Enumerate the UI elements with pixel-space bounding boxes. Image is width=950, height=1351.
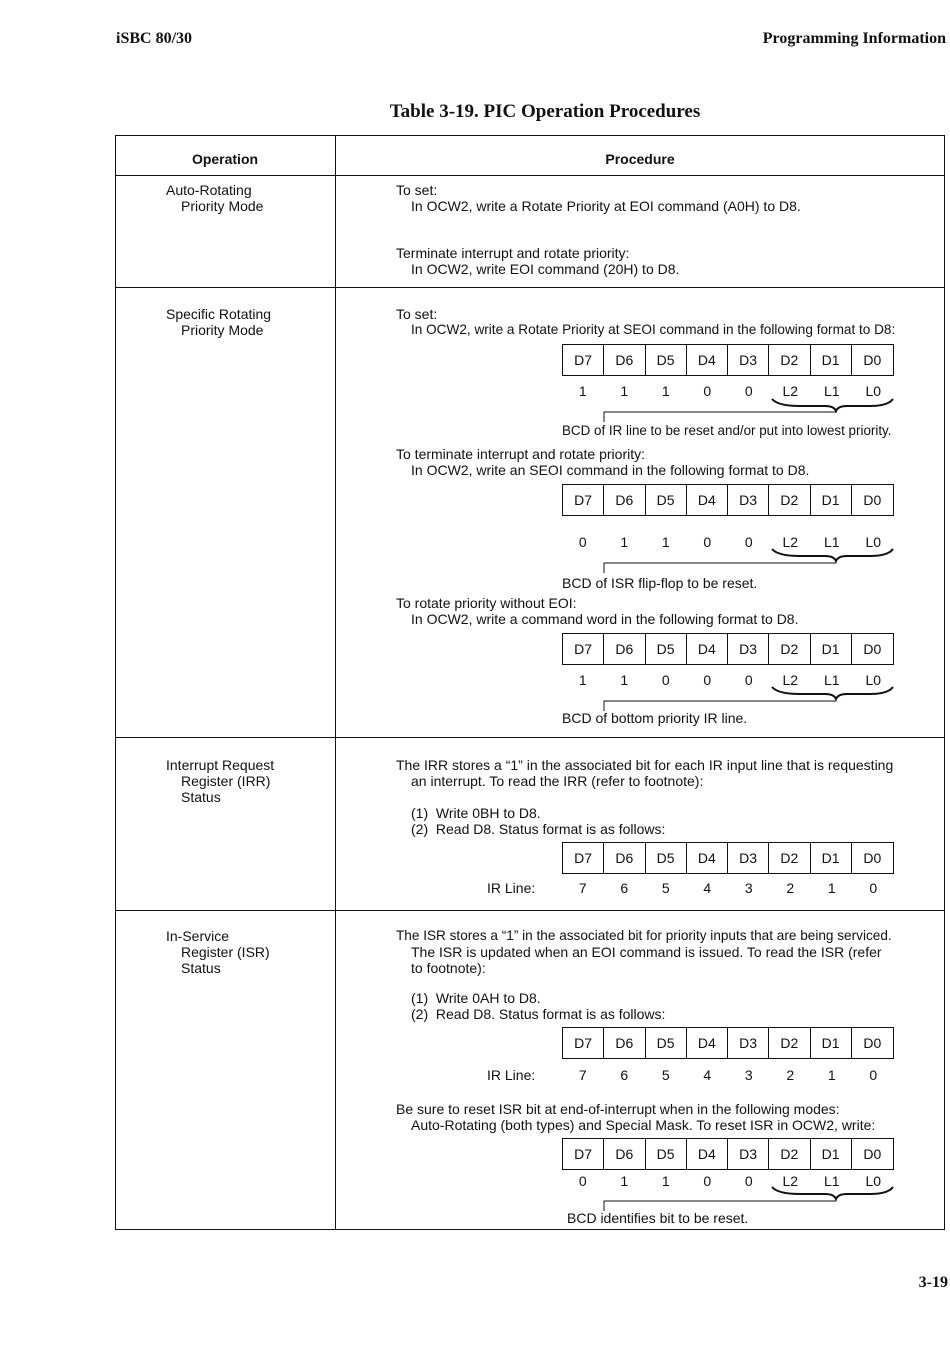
bit-value: 0 xyxy=(578,534,587,550)
bit-value: 5 xyxy=(661,880,670,896)
bit-value: 7 xyxy=(578,880,587,896)
bit-cell: D3 xyxy=(728,1139,769,1169)
bcd-note: BCD of bottom priority IR line. xyxy=(562,710,748,726)
bit-value: 5 xyxy=(661,1067,670,1083)
bit-value: L2 xyxy=(782,383,799,399)
bit-value: L0 xyxy=(865,534,882,550)
bit-cell: D0 xyxy=(863,641,882,657)
bit-cell: D2 xyxy=(769,843,810,873)
procedure-text: To rotate priority without EOI: xyxy=(396,595,577,611)
bit-cell: D6 xyxy=(604,843,645,873)
bit-cell: D4 xyxy=(687,485,728,515)
procedure-step: (2) Read D8. Status format is as follows: xyxy=(411,821,666,837)
bit-value: 0 xyxy=(744,1173,753,1189)
bit-value: L0 xyxy=(865,1173,882,1189)
bit-value: 2 xyxy=(786,1067,795,1083)
procedure-text: Auto-Rotating (both types) and Special Mask. To reset ISR in OCW2, write: xyxy=(411,1117,876,1133)
bit-value: 6 xyxy=(620,1067,629,1083)
bit-cell: D5 xyxy=(646,485,687,515)
operation-name: Priority Mode xyxy=(181,322,264,338)
operation-name: In-Service xyxy=(166,928,230,944)
bit-cell: D3 xyxy=(728,1028,769,1058)
bit-value: 0 xyxy=(703,383,712,399)
bit-value: 3 xyxy=(744,1067,753,1083)
bit-value: 0 xyxy=(703,1173,712,1189)
procedure-text: In OCW2, write a Rotate Priority at SEOI command in the following format to D8: xyxy=(411,322,896,337)
bit-value: L1 xyxy=(823,1173,840,1189)
bit-register-header xyxy=(562,842,894,874)
bit-cell: D2 xyxy=(769,634,810,664)
header-section-title: Programming Information xyxy=(762,30,946,47)
bit-cell: D7 xyxy=(563,843,604,873)
bit-cell: D0 xyxy=(863,850,882,866)
procedure-text: In OCW2, write a command word in the following format to D8. xyxy=(411,611,799,627)
bit-value: 1 xyxy=(620,672,629,688)
procedure-text: In OCW2, write an SEOI command in the following format to D8. xyxy=(411,462,810,478)
bit-value: 1 xyxy=(620,534,629,550)
pointer-line-icon xyxy=(600,559,840,575)
bit-value: 0 xyxy=(744,672,753,688)
bit-value: 3 xyxy=(744,880,753,896)
bit-cell: D7 xyxy=(563,485,604,515)
bit-cell: D2 xyxy=(769,485,810,515)
bit-cell: D7 xyxy=(563,1139,604,1169)
procedure-text: To terminate interrupt and rotate priority: xyxy=(396,446,646,462)
bit-cell: D3 xyxy=(728,485,769,515)
bit-cell: D1 xyxy=(811,345,852,375)
bit-cell: D4 xyxy=(687,1139,728,1169)
bit-cell: D5 xyxy=(646,345,687,375)
bit-cell: D4 xyxy=(687,345,728,375)
bit-cell: D6 xyxy=(604,634,645,664)
bit-cell: D4 xyxy=(687,634,728,664)
bit-cell: D2 xyxy=(769,1139,810,1169)
bit-cell: D7 xyxy=(563,1028,604,1058)
column-header-operation: Operation xyxy=(191,151,259,167)
bit-register-header xyxy=(562,344,894,376)
bit-cell: D3 xyxy=(728,634,769,664)
ir-line-label: IR Line: xyxy=(487,1067,536,1083)
bit-cell: D5 xyxy=(646,1139,687,1169)
bit-value: L0 xyxy=(865,383,882,399)
bcd-note: BCD of IR line to be reset and/or put into lowest priority. xyxy=(562,423,892,438)
bit-value: L2 xyxy=(782,672,799,688)
bit-value: L0 xyxy=(865,672,882,688)
operation-name: Status xyxy=(181,960,221,976)
bit-value: 2 xyxy=(786,880,795,896)
ir-line-label: IR Line: xyxy=(487,880,536,896)
bit-value: 1 xyxy=(620,1173,629,1189)
operation-name: Interrupt Request xyxy=(166,757,275,773)
bit-cell: D2 xyxy=(769,1028,810,1058)
ir-line-values xyxy=(562,880,894,896)
procedure-step: (1) Write 0BH to D8. xyxy=(411,805,541,821)
bit-cell: D0 xyxy=(863,352,882,368)
procedure-text: Terminate interrupt and rotate priority: xyxy=(396,245,630,261)
bit-cell: D7 xyxy=(563,345,604,375)
bit-value: L2 xyxy=(782,1173,799,1189)
bit-cell: D5 xyxy=(646,843,687,873)
bit-value: 0 xyxy=(578,1173,587,1189)
procedure-text: an interrupt. To read the IRR (refer to footnote): xyxy=(411,773,704,789)
procedure-text: The IRR stores a “1” in the associated bit for each IR input line that is requesting xyxy=(396,757,894,773)
bit-value: 1 xyxy=(578,672,587,688)
bit-cell: D7 xyxy=(563,634,604,664)
bit-value: 0 xyxy=(703,534,712,550)
bit-register-header xyxy=(562,1138,894,1170)
operation-name: Register (IRR) xyxy=(181,773,271,789)
procedure-text: In OCW2, write a Rotate Priority at EOI command (A0H) to D8. xyxy=(411,198,801,214)
bit-value: L1 xyxy=(823,534,840,550)
bit-cell: D6 xyxy=(604,485,645,515)
bit-value: 0 xyxy=(744,383,753,399)
bit-cell: D0 xyxy=(863,1035,882,1051)
table-title: Table 3-19. PIC Operation Procedures xyxy=(389,101,701,122)
column-header-procedure: Procedure xyxy=(605,151,675,167)
procedure-step: (2) Read D8. Status format is as follows: xyxy=(411,1006,666,1022)
bit-cell: D1 xyxy=(811,1139,852,1169)
operation-name: Status xyxy=(181,789,221,805)
bit-cell: D6 xyxy=(604,1028,645,1058)
header-document-title: iSBC 80/30 xyxy=(116,30,193,47)
bit-value: 0 xyxy=(869,880,878,896)
bit-value: 1 xyxy=(661,534,670,550)
bit-value: L2 xyxy=(782,534,799,550)
operation-name: Register (ISR) xyxy=(181,944,270,960)
bit-cell: D1 xyxy=(811,634,852,664)
procedure-text: Be sure to reset ISR bit at end-of-interrupt when in the following modes: xyxy=(396,1101,840,1117)
bit-cell: D1 xyxy=(811,843,852,873)
bit-value: 1 xyxy=(827,880,836,896)
ir-line-values xyxy=(562,1067,894,1083)
bit-cell: D5 xyxy=(646,634,687,664)
bit-cell: D5 xyxy=(646,1028,687,1058)
bit-cell: D1 xyxy=(811,1028,852,1058)
bit-value: 0 xyxy=(703,672,712,688)
bit-cell: D4 xyxy=(687,843,728,873)
bit-value: 6 xyxy=(620,880,629,896)
bit-register-header xyxy=(562,1027,894,1059)
bit-value: L1 xyxy=(823,672,840,688)
procedure-text: In OCW2, write EOI command (20H) to D8. xyxy=(411,261,680,277)
procedure-step: (1) Write 0AH to D8. xyxy=(411,990,541,1006)
bit-value: 4 xyxy=(703,880,712,896)
bit-cell: D2 xyxy=(769,345,810,375)
bcd-note: BCD of ISR flip-flop to be reset. xyxy=(562,575,758,591)
bcd-note: BCD identifies bit to be reset. xyxy=(567,1210,749,1226)
bit-value: 0 xyxy=(661,672,670,688)
bit-cell: D4 xyxy=(687,1028,728,1058)
bit-cell: D6 xyxy=(604,345,645,375)
procedure-text: To set: xyxy=(396,182,438,198)
bit-cell: D1 xyxy=(811,485,852,515)
bit-value: L1 xyxy=(823,383,840,399)
bit-value: 1 xyxy=(661,383,670,399)
procedure-text: The ISR is updated when an EOI command is issued. To read the ISR (refer xyxy=(411,944,882,960)
operation-name: Specific Rotating xyxy=(166,306,272,322)
bit-value: 1 xyxy=(620,383,629,399)
bit-cell: D6 xyxy=(604,1139,645,1169)
procedure-text: to footnote): xyxy=(411,960,486,976)
bit-cell: D3 xyxy=(728,345,769,375)
procedure-text: The ISR stores a “1” in the associated bit for priority inputs that are being serviced. xyxy=(396,928,892,943)
procedure-text: To set: xyxy=(396,306,438,322)
bit-value: 1 xyxy=(827,1067,836,1083)
bit-value: 1 xyxy=(661,1173,670,1189)
operation-name: Auto-Rotating xyxy=(166,182,252,198)
bit-value: 4 xyxy=(703,1067,712,1083)
bit-value: 1 xyxy=(578,383,587,399)
page-number: 3-19 xyxy=(918,1274,948,1291)
pointer-line-icon xyxy=(600,408,840,424)
bit-cell: D0 xyxy=(863,1146,882,1162)
bit-register-header xyxy=(562,484,894,516)
bit-cell: D3 xyxy=(728,843,769,873)
bit-value: 0 xyxy=(744,534,753,550)
bit-value: 7 xyxy=(578,1067,587,1083)
bit-value: 0 xyxy=(869,1067,878,1083)
bit-register-header xyxy=(562,633,894,665)
operation-name: Priority Mode xyxy=(181,198,264,214)
bit-cell: D0 xyxy=(863,492,882,508)
